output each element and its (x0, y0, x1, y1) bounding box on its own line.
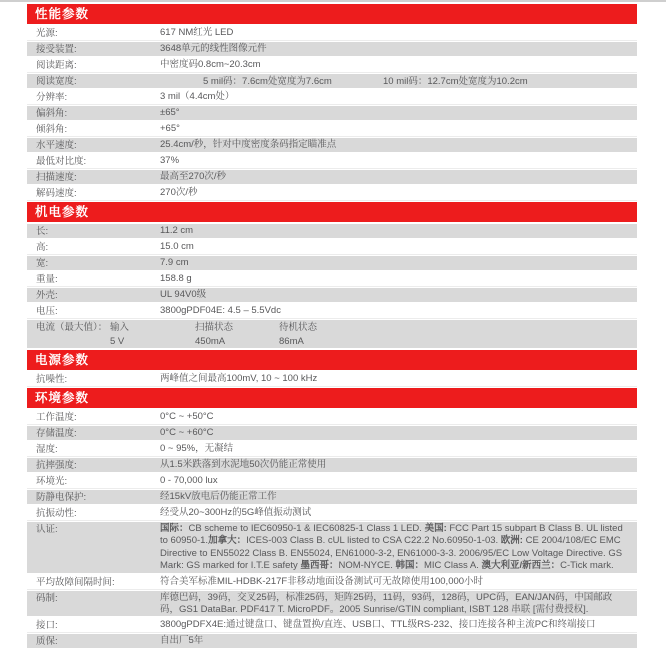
spec-row (27, 442, 637, 457)
row-label: 认证: (36, 524, 58, 535)
spec-row (27, 304, 637, 319)
row-value-line (27, 320, 637, 334)
row-value: 符合美军标准MIL-HDBK-217F非移动地面设备测试可无故障使用100,000小时 (160, 575, 484, 587)
section-header: 环境参数 (27, 388, 637, 408)
spec-row (27, 138, 637, 152)
spec-row (27, 320, 637, 348)
row-label: 抗振动性: (36, 508, 77, 519)
row-value: 0°C ~ +50°C (160, 411, 214, 422)
row-label: 电流（最大值）： (36, 322, 108, 333)
row-value: 待机状态 (279, 322, 318, 333)
row-value: 自出厂5年 (160, 635, 204, 647)
spec-row (27, 522, 637, 573)
spec-row (27, 154, 637, 169)
spec-row (27, 506, 637, 521)
spec-row (27, 122, 637, 137)
spec-row (27, 256, 637, 270)
spec-row (27, 634, 637, 648)
row-value: 270次/秒 (160, 187, 198, 198)
spec-row (27, 74, 637, 88)
value-text: CE 2004/108/EC EMC Directive to EN55022 Class B. EN55024, EN61000-3-2, EN61000-3-3. 2006/95/EC Low Voltage Directive. GS Mark: GS marked for I.T.E safety (160, 535, 623, 572)
spec-row (27, 618, 637, 633)
spec-row (27, 575, 637, 590)
row-value: 3800gPDFX4E:通过键盘口、键盘置换/直连、USB口、TTL级RS-232、接口连接各种主流PC和终端接口 (160, 619, 596, 631)
row-value: 3648单元的线性图像元件 (160, 43, 267, 54)
row-value: 7.9 cm (160, 257, 189, 268)
row-value: 0 ~ 95%，无凝结 (160, 443, 234, 454)
row-label: 工作温度: (36, 412, 77, 423)
row-value: 0°C ~ +60°C (160, 427, 214, 438)
spec-row (27, 90, 637, 105)
row-value: 617 NM红光 LED (160, 27, 234, 38)
section (27, 202, 637, 348)
row-value: 11.2 cm (160, 225, 194, 236)
row-label: 存储温度: (36, 428, 77, 439)
row-value: +65° (160, 123, 180, 134)
row-label: 倾斜角: (36, 124, 68, 135)
spec-row (27, 224, 637, 238)
section (27, 350, 637, 387)
row-label: 阅读距离: (36, 60, 77, 71)
row-value: 经15kV放电后仍能正常工作 (160, 491, 277, 502)
spec-table (27, 4, 637, 650)
top-divider (0, 0, 666, 2)
spec-row (27, 410, 637, 425)
row-label: 水平速度: (36, 140, 77, 151)
value-text: FCC Part 15 subpart B Class B. UL listed to 60950-1. (160, 523, 623, 547)
row-value-line (27, 74, 637, 88)
value-text: CB scheme to IEC60950-1 & IEC60825-1 Class 1 LED. (188, 523, 425, 534)
row-value: 10 mil码：12.7cm处宽度为10.2cm (383, 76, 528, 87)
row-value: 经受从20~300Hz的5G峰值振动测试 (160, 507, 312, 518)
row-label: 偏斜角: (36, 108, 68, 119)
row-value: 0 - 70,000 lux (160, 475, 218, 486)
section-header: 性能参数 (27, 4, 637, 24)
row-label: 防静电保护: (36, 492, 87, 503)
row-label: 抗摔强度: (36, 460, 77, 471)
row-label: 质保: (36, 636, 58, 648)
row-value: 最高至270次/秒 (160, 171, 226, 182)
row-value: 扫描状态 (195, 322, 234, 333)
row-label: 分辨率: (36, 92, 68, 103)
row-label: 扫描速度: (36, 172, 77, 183)
row-value: 输入 (110, 322, 130, 333)
row-label: 平均故障间隔时间: (36, 576, 115, 588)
spec-row (27, 42, 637, 56)
row-value: 中密度码0.8cm~20.3cm (160, 59, 261, 70)
row-label: 环境光: (36, 476, 68, 487)
row-label: 接受装置: (36, 44, 77, 55)
row-label: 码制: (36, 592, 58, 604)
row-label: 重量: (36, 274, 58, 285)
row-label: 外壳: (36, 290, 58, 301)
row-value: 86mA (279, 336, 304, 347)
row-value (160, 522, 627, 573)
row-value: 25.4cm/秒，针对中度密度条码指定瞄准点 (160, 139, 337, 150)
value-keyword: 澳大利亚/新西兰： (481, 560, 561, 572)
row-label: 接口: (36, 620, 58, 632)
row-value: UL 94V0级 (160, 289, 207, 300)
row-value: 3800gPDF04E: 4.5 – 5.5Vdc (160, 305, 281, 316)
value-text: MIC Class A. (423, 560, 482, 572)
value-keyword: 墨西哥： (300, 560, 339, 572)
row-value: 库德巴码，39码，交叉25码，标准25码，矩阵25码，11码，93码，128码，UPC码，EAN/JAN码，中国邮政码，GS1 DataBar. PDF417 T. MicroPDF。2005 Sunrise/GTIN compliant, ISBT 128 串联 [需付费授权]. (160, 591, 613, 616)
row-value: 15.0 cm (160, 241, 194, 252)
row-label: 抗噪性: (36, 374, 68, 385)
row-value: 37% (160, 155, 180, 166)
spec-row (27, 474, 637, 489)
row-label: 宽: (36, 258, 49, 269)
value-text: C-Tick mark. (560, 560, 614, 572)
spec-row (27, 458, 637, 472)
row-value: 450mA (195, 336, 226, 347)
spec-row (27, 170, 637, 184)
value-keyword: 加拿大： (208, 535, 247, 547)
spec-row (27, 372, 637, 387)
row-label: 长: (36, 226, 49, 237)
section (27, 388, 637, 648)
value-text: ICES-003 Class B. cUL listed to CSA C22.2 No.60950-1-03. (246, 535, 501, 547)
value-keyword: 国际： (160, 523, 189, 534)
row-label: 电压: (36, 306, 58, 317)
spec-row (27, 490, 637, 504)
spec-row (27, 106, 637, 120)
row-value: ±65° (160, 107, 180, 118)
row-value: 3 mil（4.4cm处） (160, 91, 235, 102)
row-value-line (27, 334, 637, 348)
spec-row (27, 272, 637, 287)
value-text: NOM-NYCE. (338, 560, 396, 572)
section (27, 4, 637, 201)
row-label: 湿度: (36, 444, 58, 455)
section-header: 电源参数 (27, 350, 637, 370)
spec-row (27, 240, 637, 255)
value-keyword: 美国: (424, 523, 450, 534)
spec-row (27, 288, 637, 302)
row-label: 最低对比度: (36, 156, 87, 167)
value-keyword: 韩国： (395, 560, 424, 572)
spec-row (27, 58, 637, 73)
row-label: 解码速度: (36, 188, 77, 199)
row-label: 阅读宽度: (36, 76, 77, 87)
row-value: 158.8 g (160, 273, 192, 284)
spec-row (27, 26, 637, 41)
row-value: 5 mil码：7.6cm处宽度为7.6cm (203, 76, 332, 87)
row-value: 两峰值之间最高100mV, 10 ~ 100 kHz (160, 373, 318, 384)
spec-row (27, 186, 637, 201)
row-value: 5 V (110, 336, 125, 347)
row-value: 从1.5米跌落到水泥地50次仍能正常使用 (160, 459, 327, 470)
value-keyword: 欧洲: (500, 535, 526, 547)
row-label: 高: (36, 242, 49, 253)
row-label: 光源: (36, 28, 58, 39)
section-header: 机电参数 (27, 202, 637, 222)
spec-row (27, 591, 637, 617)
spec-row (27, 426, 637, 440)
